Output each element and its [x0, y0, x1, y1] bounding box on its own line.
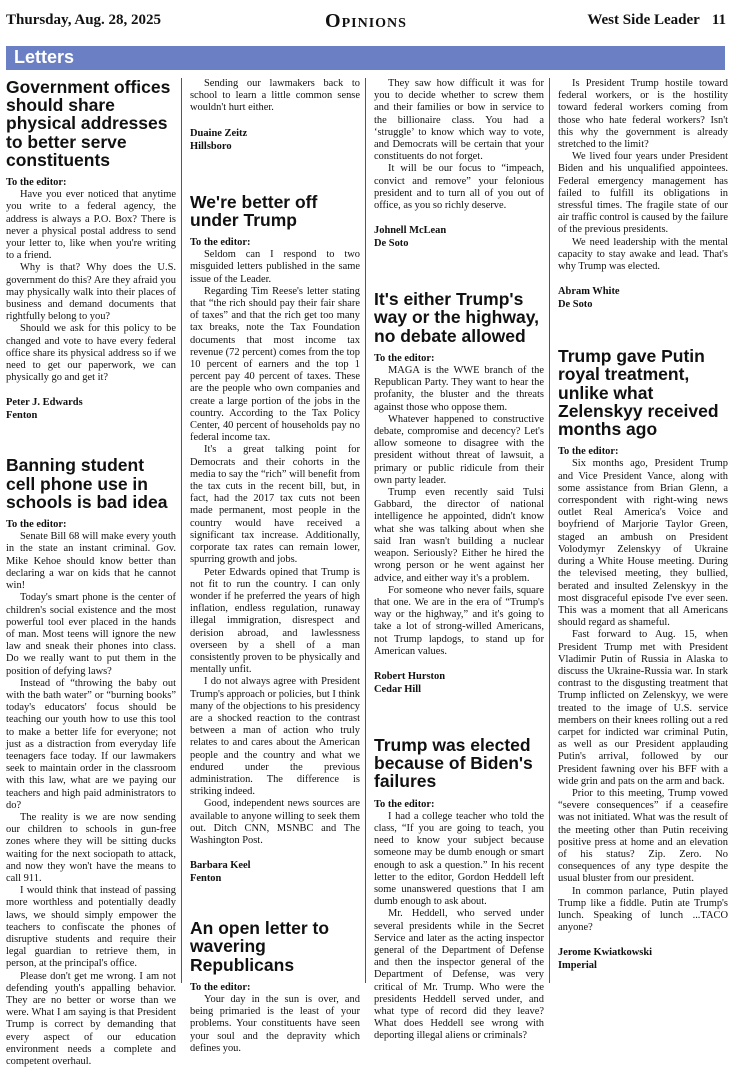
paragraph: Whatever happened to constructive debate, compromise and decency? Let's allow someone to disagree with the president without threat of lawsuit, a primary or public ridicule from their own party leader. — [374, 413, 544, 486]
letter-headline: Government offices should share physical addresses to better serve constituents — [6, 77, 171, 170]
paragraph: Good, independent news sources are available to anyone willing to seek them out. Ditch CNN, MSNBC and The Washington Post. — [190, 798, 360, 846]
column-2 — [190, 78, 360, 1054]
paragraph: Regarding Tim Reese's letter stating that “the rich should pay their fair share of taxes” and that the rich get too many tax breaks, note the Tax Foundation documents that most income tax revenue (72 percent) comes from the top 10 percent of earners and the top 1 percent pay 40 percent of taxes. These are the people who own companies and create a large portion of the jobs in the country. According to the Tax Policy Center, 40 percent of households pay no federal income tax. — [190, 285, 360, 444]
paragraph: Seldom can I respond to two misguided letters published in the same issue of the Leader. — [190, 249, 360, 285]
paragraph: Fast forward to Aug. 15, when President Trump met with President Vladimir Putin of Russia in Alaska to discuss the Ukraine-Russia war. In stark contrast to the disgusting treatment that Trump inflicted on Zelenskyy, we were treated to the image of U.S. service members on their knees rolling out a red carpet for indicted war criminal Putin, as well as our President applauding Putin's arrival, followed by our President fawning over his BFF with a wide grin and pats on the arm and back. — [558, 629, 728, 787]
masthead — [6, 10, 726, 32]
paragraph: Peter Edwards opined that Trump is not fit to run the country. I can only wonder if he preferred the years of high inflation, endless regulation, runaway illegal immigration, disrespect and derision abroad, and lawlessness overseen by a shell of a man consistently proven to be physically and mentally unfit. — [190, 566, 360, 676]
paragraph: MAGA is the WWE branch of the Republican Party. They want to hear the profanity, the bluster and the threats against those who oppose them. — [374, 365, 544, 413]
paragraph: Instead of “throwing the baby out with the bath water” or “burning books” today's educators' focus should be teaching our youth how to use this tool to make a better life for everyone; not just as a distraction from everyday life teenagers face today. If our lawmakers seek to maintain order in the classroom with this law, what are we paying our teachers and high paid administrators to do? — [6, 677, 176, 811]
paragraph: We lived four years under President Biden and his unqualified appointees. Federal emergency management has failed to fulfill its obligations in stressful times. The fragile state of our air traffic control is caused by the failure of the previous presidents. — [558, 151, 728, 236]
column-3 — [374, 78, 544, 1042]
banner-label: Letters — [14, 47, 75, 67]
author-name: Robert Hurston — [374, 670, 446, 682]
paragraph: In common parlance, Putin played Trump like a fiddle. Putin ate Trump's lunch. Speaking of lunch ...TACO anyone? — [558, 885, 728, 934]
paper-title: West Side Leader — [587, 12, 700, 28]
author-name: Peter J. Edwards — [6, 397, 83, 409]
author-name: Abram White — [558, 286, 620, 298]
column-divider — [549, 78, 550, 983]
letter-headline: Trump gave Putin royal treatment, unlike what Zelenskyy received months ago — [558, 346, 719, 440]
paragraph: Should we ask for this policy to be changed and vote to have every federal office share its physical address so if we need to get our paperwork, we can physically go and get it? — [6, 323, 176, 384]
letter-headline: We're better off under Trump — [190, 191, 318, 230]
author-name: Duaine Zeitz — [190, 127, 248, 139]
column-1 — [6, 77, 176, 1068]
paragraph: Six months ago, President Trump and Vice President Vance, along with some assistance from Brian Glenn, a correspondent with right-wing news outlet Real America's Voice and boyfriend of Marjorie Taylor Green, staged an ambush on President Volodymyr Zelenskyy of Ukraine during a White House meeting. During the televised meeting, they bullied, berated and insulted Zelenskyy in the most disgraceful episode I've ever seen. This was a moment that all Americans should regard as shameful. — [558, 458, 728, 629]
salutation: To the editor: — [6, 177, 67, 189]
paragraph: For someone who never fails, square that one. We are in the era of “Trump's way or the highway,” and it's going to take a lot of strong-willed Americans, not Trump lapdogs, to stand up for American values. — [374, 584, 544, 657]
paragraph: I had a college teacher who told the class, “If you are going to teach, you need to know your subject because someone may be dumb enough or smart enough to ask a question.” In his recent letter to the editor, Gordon Heddell left some unanswered questions that I am dumb enough to ask about. — [374, 810, 544, 908]
signature — [190, 859, 360, 885]
paragraph: Today's smart phone is the center of children's social existence and the most powerful tool ever placed in the hands of man. Most teens will ignore the new law and sneak their phones into class. Do we really want to put them in the position of defying laws? — [6, 592, 176, 677]
paragraph: It will be our focus to “impeach, convict and remove” your felonious president and to turn all of you out of office, as you so richly deserve. — [374, 163, 544, 212]
author-name: Barbara Keel — [190, 860, 251, 872]
signature — [374, 670, 544, 696]
paragraph: Is President Trump hostile toward federal workers, or is the hostility toward federal workers coming from those who hate federal workers? Isn't this why the government is already stretched to the limit? — [558, 78, 728, 151]
salutation: To the editor: — [374, 798, 435, 810]
signature — [374, 224, 544, 250]
paragraph: Trump even recently said Tulsi Gabbard, the director of national intelligence he appointed, didn't know what she was talking about when she said Iran wasn't building a nuclear weapon. Seriously? Either he hired the wrong person or he went against her advice, and either way it's a problem. — [374, 487, 544, 584]
salutation: To the editor: — [374, 352, 435, 364]
letter-headline: Trump was elected because of Biden's failures — [374, 734, 533, 792]
paragraph: I would think that instead of passing more worthless and potentially deadly laws, we should simply empower the teachers to confiscate the phones of disruptive students and require their legal guardian to retrieve them, in person, at the principal's office. — [6, 885, 176, 970]
salutation: To the editor: — [190, 981, 251, 993]
paragraph: Mr. Heddell, who served under several presidents while in the Secret Service and later as the acting inspector general of the Department of Defense and then the inspector general of the Department of Defense, was very critical of Mr. Trump. Who were the presidents Heddell served under, and what type of record did they leave? What does Heddell see wrong with deporting illegal aliens or criminals? — [374, 908, 544, 1042]
signature — [190, 127, 360, 153]
letter-headline: An open letter to wavering Republicans — [190, 918, 330, 975]
author-city: Fenton — [190, 873, 222, 885]
paragraph: Senate Bill 68 will make every youth in the state an instant criminal. Gov. Mike Kehoe should know better than declaring a war on kids that he cannot win! — [6, 531, 176, 592]
section-title: Opinions — [325, 10, 407, 32]
salutation: To the editor: — [6, 519, 67, 531]
column-divider — [181, 78, 182, 983]
author-name: Jerome Kwiatkowski — [558, 947, 653, 959]
paper-name — [587, 12, 726, 29]
signature — [6, 396, 176, 422]
signature — [558, 285, 728, 311]
salutation: To the editor: — [190, 237, 251, 249]
column-4 — [558, 78, 728, 983]
author-city: De Soto — [374, 238, 409, 250]
paragraph: I do not always agree with President Trump's approach or policies, but I think many of the objections to his presidency are a shocked reaction to the contrast between a man of action who truly relates to and cares about the American people and the country and what we endured under the previous administration. The difference is striking indeed. — [190, 676, 360, 798]
paragraph: Why is that? Why does the U.S. government do this? Are they afraid you may physically walk into their places of business and demand documents that rightfully belong to you? — [6, 262, 176, 323]
signature — [558, 946, 728, 972]
paragraph: We need leadership with the mental capacity to stay awake and lead. That's why Trump was elected. — [558, 236, 728, 273]
column-divider — [365, 78, 366, 983]
paragraph: Please don't get me wrong. I am not defending youth's appalling behavior. They are no better or worse than we were. What I am saying is that President Trump is correct by demanding that every aspect of our education environment needs a complete and competent overhaul. — [6, 970, 176, 1068]
paragraph: Have you ever noticed that anytime you write to a federal agency, the address is always a P.O. Box? There is never a physical postal address to send your letter to, like when you're writing to a friend. — [6, 189, 176, 262]
paragraph: Your day in the sun is over, and being primaried is the least of your problems. Your constituents have seen your soul and the depravity which defines you. — [190, 993, 360, 1054]
letter-headline: Banning student cell phone use in schools is bad idea — [6, 455, 168, 512]
author-city: Hillsboro — [190, 140, 232, 152]
paragraph: They saw how difficult it was for you to decide whether to screw them and their families or bow in service to the billionaire class. You had a ‘struggle’ to know which way to vote, and Democrats will be certain that your constituents do not forget. — [374, 78, 544, 163]
letter-headline: It's either Trump's way or the highway, no debate allowed — [374, 289, 539, 346]
page-number: 11 — [711, 12, 726, 28]
issue-date: Thursday, Aug. 28, 2025 — [6, 12, 162, 28]
letters-banner — [6, 46, 725, 70]
author-name: Johnell McLean — [374, 225, 447, 237]
paragraph: The reality is we are now sending our children to schools in gun-free zones where they will be sitting ducks waiting for the next sociopath to attack, and now they won't have the means to call 911. — [6, 811, 176, 884]
author-city: Fenton — [6, 410, 38, 422]
author-city: Imperial — [558, 960, 597, 972]
paragraph: Sending our lawmakers back to school to learn a little common sense wouldn't hurt either. — [190, 78, 360, 114]
salutation: To the editor: — [558, 446, 619, 458]
paragraph: Prior to this meeting, Trump vowed “severe consequences” if a ceasefire was not initiated. What was the result of the meeting other than Putin receiving positive press at home and an elevation of his status? Zip. Zero. No consequences of any type despite the usual bluster from our president. — [558, 787, 728, 885]
author-city: De Soto — [558, 299, 593, 311]
paragraph: It's a great talking point for Democrats and their cohorts in the media to say the “rich” will benefit from the tax cuts in the recent bill, but, in fact, had the 2017 tax cuts not been made permanent, most people in the country would have received a significant tax increase. Additionally, corporate tax rates can remain lower, spurring growth and jobs. — [190, 444, 360, 566]
author-city: Cedar Hill — [374, 683, 422, 695]
